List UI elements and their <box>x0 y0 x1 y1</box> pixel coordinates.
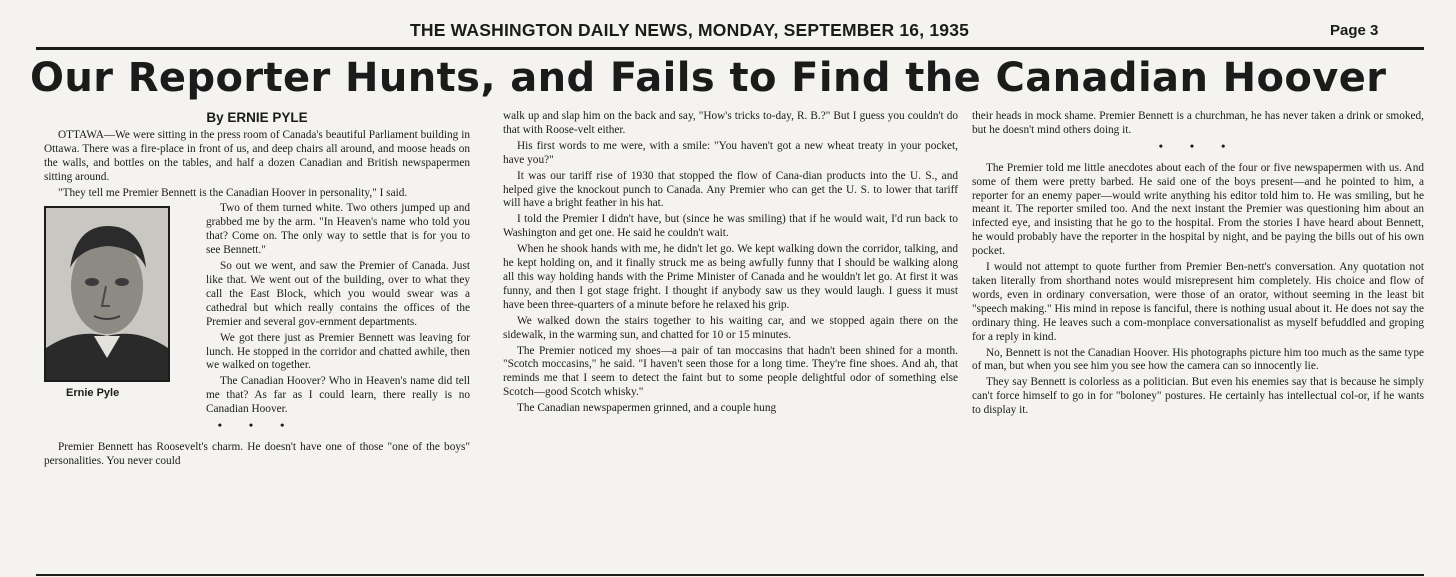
paragraph: We got there just as Premier Bennett was leaving for lunch. He stopped in the corridor and chatted awhile, then we walked on together. <box>206 331 470 372</box>
portrait-illustration <box>46 208 168 380</box>
article-column-1 <box>44 110 470 471</box>
paragraph: We walked down the stairs together to his waiting car, and we stopped again there on the sidewalk, in the warming sun, and chatted for 10 or 15 minutes. <box>503 314 958 341</box>
paragraph: I would not attempt to quote further from Premier Ben-nett's conversation. Any quotation not taken literally from shorthand notes would misrepresent him completely. His choice and flow of words, even in ordinary conversation, were those of an orator, without seeming in the least bit "speech making." His mind in repose is fanciful, there is nothing usual about it. He does not say the ordinary thing. He leaves such a com-monplace conversationalist as myself befuddled and groping for a reply in kind. <box>972 261 1424 343</box>
paragraph: The Canadian Hoover? Who in Heaven's name did tell me that? As far as I could learn, there really is no Canadian Hoover. <box>206 375 470 416</box>
paragraph: OTTAWA—We were sitting in the press room of Canada's beautiful Parliament building in Ottawa. There was a fire-place in front of us, and deep chairs all around, and moose heads on the walls, and bottles on the tables, and half a dozen Canadian and British newspapermen sitting around. <box>44 128 470 183</box>
masthead <box>0 18 1456 46</box>
paragraph: The Premier noticed my shoes—a pair of tan moccasins that hadn't been shined for a month. "Scotch moccasins," he said. "I haven't seen those for a long time. They're fine shoes. And ah, that reminds me that I seem to detect the faint but to some people delightful odor of something else Scotch—good Scotch whisky." <box>503 344 958 399</box>
paragraph: I told the Premier I didn't have, but (since he was smiling) that if he would wait, I'd run back to Washington and get one. He said he couldn't wait. <box>503 213 958 240</box>
paragraph: His first words to me were, with a smile: "You haven't got a new wheat treaty in your pocket, have you?" <box>503 139 958 166</box>
paragraph: their heads in mock shame. Premier Bennett is a churchman, he has never taken a drink or smoked, but he doesn't mind others doing it. <box>972 110 1424 136</box>
article-column-3 <box>972 110 1424 420</box>
paragraph: So out we went, and saw the Premier of Canada. Just like that. We went out of the building, over to what they call the East Block, which you would swear was a cathedral but which really contains the offices of the Premier and several gov-ernment departments. <box>206 260 470 328</box>
section-break: • • • <box>1158 138 1238 153</box>
paragraph: They say Bennett is colorless as a politician. But even his enemies say that is because he simply can't force himself to go in for "boloney" postures. He certainly has intellectual col-or, if he wants to display it. <box>972 376 1424 417</box>
article-column-2 <box>503 110 958 418</box>
page-number: Page 3 <box>1330 22 1379 39</box>
headline: Our Reporter Hunts, and Fails to Find the Canadian Hoover <box>30 55 1387 101</box>
paragraph: walk up and slap him on the back and say, "How's tricks to-day, R. B.?" But I guess you couldn't do that with Roose-velt either. <box>503 110 958 136</box>
paragraph: Two of them turned white. Two others jumped up and grabbed me by the arm. "In Heaven's name who told you that? Come on. The only way to settle that is for you to see Bennett." <box>206 202 470 257</box>
paragraph: The Canadian newspapermen grinned, and a couple hung <box>517 402 777 415</box>
bottom-rule <box>36 574 1424 576</box>
masthead-rule <box>36 47 1424 50</box>
paragraph: "They tell me Premier Bennett is the Canadian Hoover in personality," I said. <box>58 186 408 199</box>
photo-caption: Ernie Pyle <box>66 387 120 400</box>
paragraph: Premier Bennett has Roosevelt's charm. He doesn't have one of those "one of the boys" personalities. You never could <box>44 440 470 467</box>
section-break: • • • <box>217 418 297 433</box>
paragraph: No, Bennett is not the Canadian Hoover. His photographs picture him too much as the same type of man, but when you see him you see how the camera can so innocently lie. <box>972 346 1424 373</box>
byline: By ERNIE PYLE <box>206 110 308 125</box>
paragraph: When he shook hands with me, he didn't let go. We kept walking down the corridor, talking, and he kept holding on, and it finally struck me as being awfully funny that I should be walking along all this way holding hands with the Prime Minister of Canada and he wouldn't let go. At first it was funny, and then I got stage fright. I thought if anybody saw us they would laugh. I guess it must have been three-quarters of a minute before he relaxed his grip. <box>503 243 958 311</box>
paragraph: The Premier told me little anecdotes about each of the four or five newspapermen with us. And some of them were pretty barbed. He said one of the boys present—and he pointed to him, a reporter for an enemy paper—would write anything his editor told him to. He was smiling, but he meant it. The reporter smiled too. And the next instant the Premier was questioning him about an infected eye, and insisting that he go to the hospital. From the stories I have heard about Bennett, he would probably have the reporter in the hospital by night, and be paying the bills out of his own pocket. <box>972 161 1424 258</box>
paragraph: It was our tariff rise of 1930 that stopped the flow of Cana-dian products into the U. S., and helped give the knockout punch to Canada. Any Premier who can get the U. S. to lower that tariff will have a bright feather in his hat. <box>503 169 958 210</box>
author-photo <box>44 206 170 382</box>
photo-block <box>44 206 196 401</box>
publication-line: THE WASHINGTON DAILY NEWS, MONDAY, SEPTEMBER 16, 1935 <box>410 20 970 40</box>
